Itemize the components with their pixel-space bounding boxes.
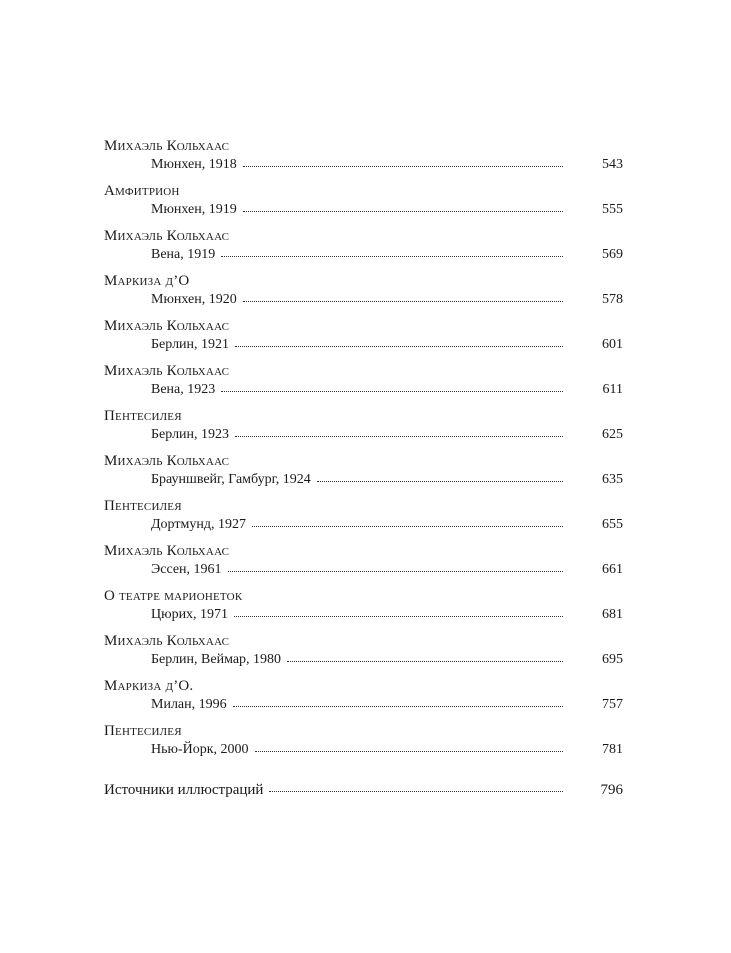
toc-entry-line[interactable]	[151, 561, 623, 579]
toc-entry-subtitle: Вена, 1919	[151, 247, 216, 262]
toc-entry-title: Михаэль Кольхаас	[104, 453, 230, 469]
toc-entry-line[interactable]	[151, 156, 623, 174]
page-number: 625	[602, 427, 623, 442]
toc-entry-title: Михаэль Кольхаас	[104, 633, 230, 649]
toc-entry-line[interactable]	[151, 516, 623, 534]
toc-entry-line[interactable]	[151, 471, 623, 489]
toc-entry-subtitle: Мюнхен, 1919	[151, 202, 237, 217]
dot-leader	[287, 661, 563, 662]
toc-entry-subtitle: Вена, 1923	[151, 382, 216, 397]
toc-entry-title: О театре марионеток	[104, 588, 243, 604]
page-number: 695	[602, 652, 623, 667]
page-number: 543	[602, 157, 623, 172]
toc-entry-subtitle: Берлин, 1921	[151, 337, 230, 352]
dot-leader	[234, 616, 563, 617]
dot-leader	[252, 526, 563, 527]
page-number: 569	[602, 247, 623, 262]
dot-leader	[269, 791, 563, 792]
dot-leader	[233, 706, 563, 707]
toc-entry-line[interactable]	[151, 606, 623, 624]
toc-final-entry-label: Источники иллюстраций	[104, 782, 264, 798]
dot-leader	[221, 256, 563, 257]
page-number: 661	[602, 562, 623, 577]
page-number: 578	[602, 292, 623, 307]
toc-entry-line[interactable]	[151, 651, 623, 669]
page-number: 635	[602, 472, 623, 487]
toc-entry-line[interactable]	[151, 741, 623, 759]
toc-entry-subtitle: Милан, 1996	[151, 697, 227, 712]
dot-leader	[243, 166, 563, 167]
toc-entry-line[interactable]	[151, 201, 623, 219]
toc-entry-title: Маркиза д’О.	[104, 678, 194, 694]
page-number: 681	[602, 607, 623, 622]
toc-entry-title: Михаэль Кольхаас	[104, 138, 230, 154]
toc-entry-title: Пентесилея	[104, 408, 182, 424]
toc-entry-subtitle: Дортмунд, 1927	[151, 517, 246, 532]
toc-final-entry[interactable]	[104, 781, 623, 799]
dot-leader	[255, 751, 563, 752]
page-number: 611	[602, 382, 623, 397]
toc-entry-line[interactable]	[151, 291, 623, 309]
dot-leader	[235, 436, 563, 437]
toc-entry-subtitle: Мюнхен, 1918	[151, 157, 237, 172]
dot-leader	[235, 346, 563, 347]
page-number: 757	[602, 697, 623, 712]
dot-leader	[221, 391, 563, 392]
toc-entry-title: Маркиза д’О	[104, 273, 190, 289]
page-number: 601	[602, 337, 623, 352]
toc-entry-title: Михаэль Кольхаас	[104, 318, 230, 334]
page-number: 781	[602, 742, 623, 757]
toc-entry-subtitle: Мюнхен, 1920	[151, 292, 237, 307]
dot-leader	[317, 481, 563, 482]
toc-entry-title: Михаэль Кольхаас	[104, 228, 230, 244]
toc-entry-title: Михаэль Кольхаас	[104, 363, 230, 379]
dot-leader	[228, 571, 563, 572]
toc-entry-subtitle: Нью-Йорк, 2000	[151, 742, 249, 757]
toc-entry-title: Пентесилея	[104, 723, 182, 739]
toc-entry-line[interactable]	[151, 696, 623, 714]
dot-leader	[243, 211, 563, 212]
toc-entry-line[interactable]	[151, 246, 623, 264]
toc-entry-subtitle: Берлин, Веймар, 1980	[151, 652, 282, 667]
toc-entry-title: Пентесилея	[104, 498, 182, 514]
page-number: 655	[602, 517, 623, 532]
toc-entry-subtitle: Брауншвейг, Гамбург, 1924	[151, 472, 311, 487]
toc-entry-subtitle: Цюрих, 1971	[151, 607, 229, 622]
page-number: 555	[602, 202, 623, 217]
toc-entry-subtitle: Берлин, 1923	[151, 427, 230, 442]
toc-entry-line[interactable]	[151, 336, 623, 354]
dot-leader	[243, 301, 563, 302]
toc-entry-title: Михаэль Кольхаас	[104, 543, 230, 559]
toc-entry-line[interactable]	[151, 381, 623, 399]
toc-entry-title: Амфитрион	[104, 183, 180, 199]
toc-entry-line[interactable]	[151, 426, 623, 444]
page-number: 796	[600, 782, 623, 798]
toc-entry-subtitle: Эссен, 1961	[151, 562, 222, 577]
